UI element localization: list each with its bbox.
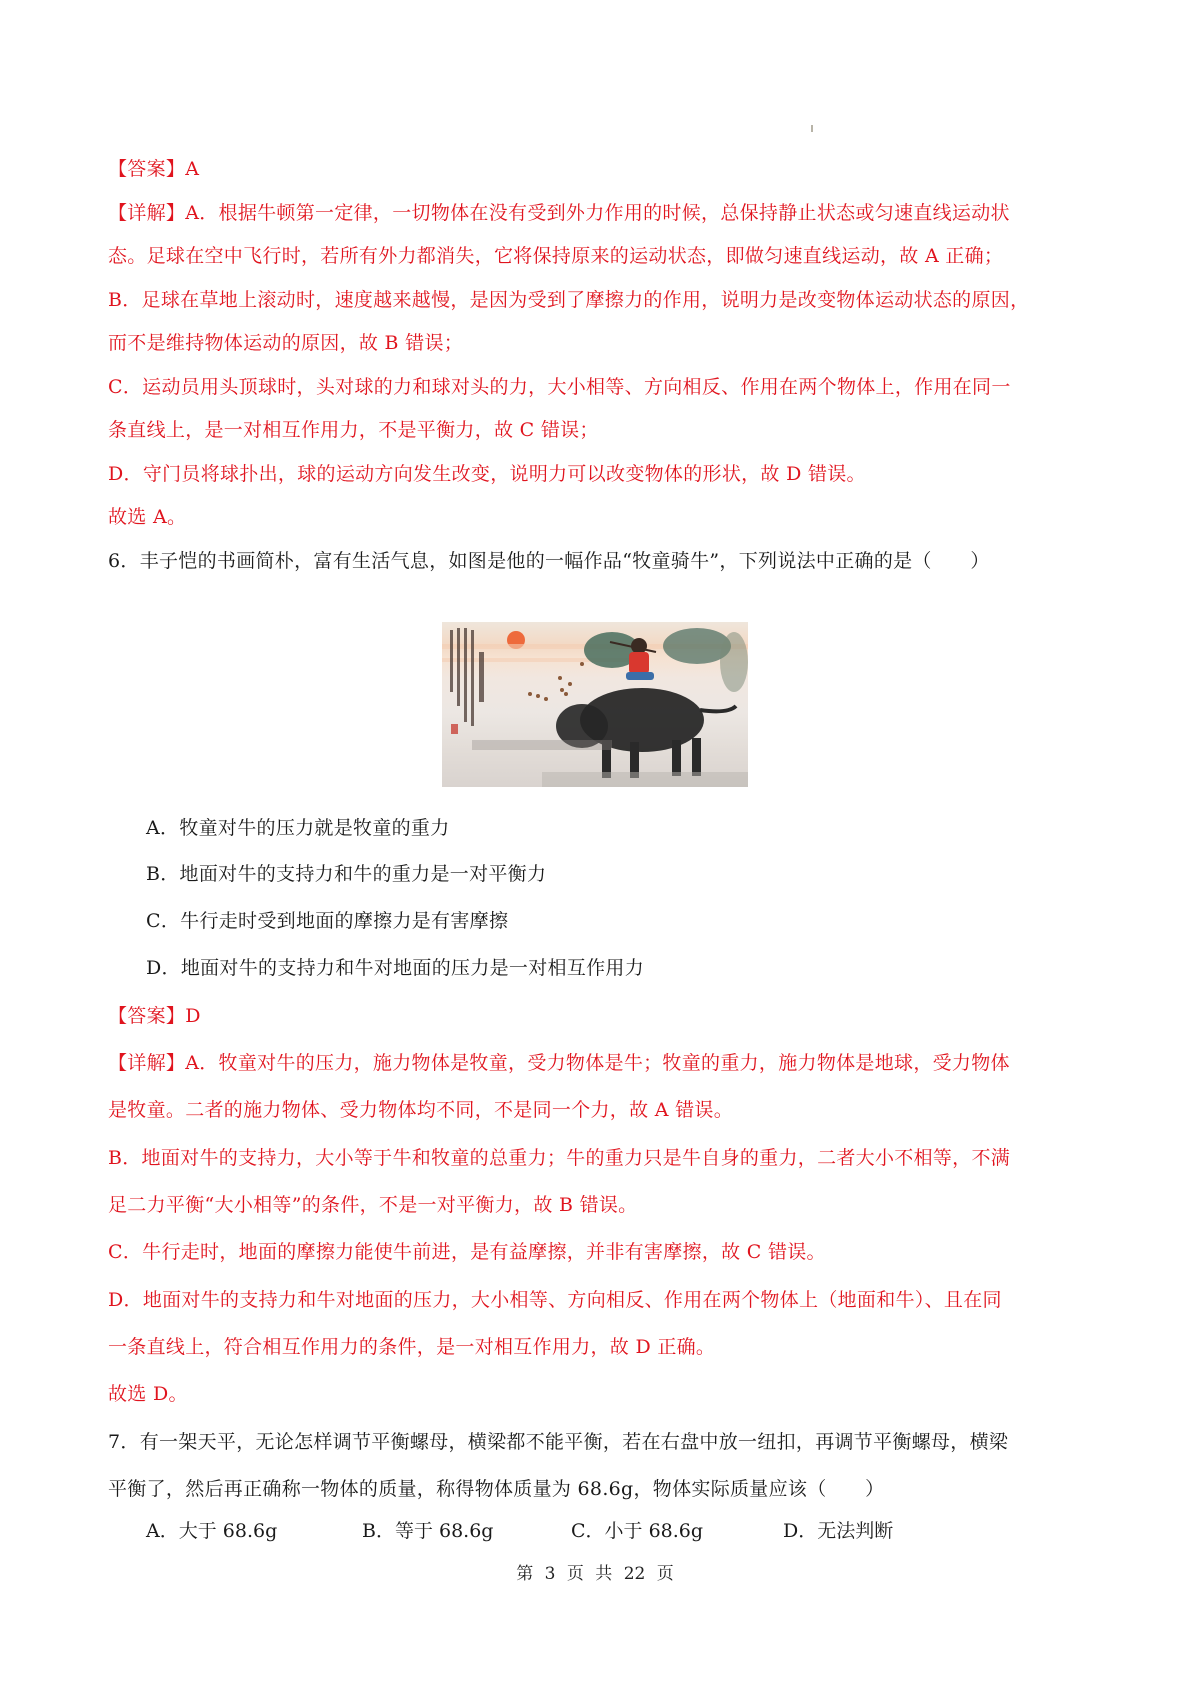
q5-answer: 【答案】A	[108, 158, 200, 180]
q6-answer: 【答案】D	[108, 1005, 201, 1027]
q6-final-choice: 故选 D。	[108, 1383, 188, 1405]
q6-solution-line: 【详解】A．牧童对牛的压力，施力物体是牧童，受力物体是牛；牧童的重力，施力物体是地球，受力物体	[108, 1052, 1010, 1074]
question-image-painting	[442, 622, 748, 787]
q5-solution-line: C．运动员用头顶球时，头对球的力和球对头的力，大小相等、方向相反、作用在两个物体上，作用在同一	[108, 376, 1011, 398]
q6-solution-line: C．牛行走时，地面的摩擦力能使牛前进，是有益摩擦，并非有害摩擦，故 C 错误。	[108, 1241, 826, 1263]
q6-option-d: D．地面对牛的支持力和牛对地面的压力是一对相互作用力	[146, 957, 645, 979]
q7-stem-line: 平衡了，然后再正确称一物体的质量，称得物体质量为 68.6g，物体实际质量应该（ ）	[108, 1478, 885, 1500]
herdboy-ox-painting-icon	[442, 622, 748, 787]
q6-stem: 6．丰子恺的书画简朴，富有生活气息，如图是他的一幅作品“牧童骑牛”，下列说法中正确的是（ ）	[108, 550, 990, 572]
page-footer: 第 3 页 共 22 页	[516, 1564, 674, 1584]
q6-solution-line: 是牧童。二者的施力物体、受力物体均不同，不是同一个力，故 A 错误。	[108, 1099, 734, 1121]
q5-solution-line: 【详解】A．根据牛顿第一定律，一切物体在没有受到外力作用的时候，总保持静止状态或匀速直线运动状	[108, 202, 1010, 224]
q6-solution-line: B．地面对牛的支持力，大小等于牛和牧童的总重力；牛的重力只是牛自身的重力，二者大小不相等，不满	[108, 1147, 1011, 1169]
q6-option-b: B．地面对牛的支持力和牛的重力是一对平衡力	[146, 863, 547, 885]
q5-solution-line: B．足球在草地上滚动时，速度越来越慢，是因为受到了摩擦力的作用，说明力是改变物体运动状态的原因，	[108, 289, 1030, 311]
q6-solution-line: 足二力平衡“大小相等”的条件，不是一对平衡力，故 B 错误。	[108, 1194, 638, 1216]
q7-option-c: C．小于 68.6g	[571, 1520, 704, 1542]
q7-option-d: D．无法判断	[783, 1520, 894, 1542]
q6-solution-line: D．地面对牛的支持力和牛对地面的压力，大小相等、方向相反、作用在两个物体上（地面和牛）、且在同	[108, 1289, 1002, 1311]
q5-final-choice: 故选 A。	[108, 506, 187, 528]
q5-solution-line: 而不是维持物体运动的原因，故 B 错误；	[108, 332, 464, 354]
q7-option-b: B．等于 68.6g	[362, 1520, 494, 1542]
q5-solution-line: 态。足球在空中飞行时，若所有外力都消失，它将保持原来的运动状态，即做匀速直线运动，故 A 正确；	[108, 245, 1004, 267]
q5-solution-line: 条直线上，是一对相互作用力，不是平衡力，故 C 错误；	[108, 419, 599, 441]
q7-option-a: A．大于 68.6g	[146, 1520, 278, 1542]
q5-solution-line: D．守门员将球扑出，球的运动方向发生改变，说明力可以改变物体的形状，故 D 错误。	[108, 463, 866, 485]
q6-option-c: C．牛行走时受到地面的摩擦力是有害摩擦	[146, 910, 509, 932]
q6-solution-line: 一条直线上，符合相互作用力的条件，是一对相互作用力，故 D 正确。	[108, 1336, 716, 1358]
page-marker	[811, 125, 813, 132]
q6-option-a: A．牧童对牛的压力就是牧童的重力	[146, 817, 450, 839]
q7-stem-line: 7．有一架天平，无论怎样调节平衡螺母，横梁都不能平衡，若在右盘中放一纽扣，再调节平衡螺母，横梁	[108, 1431, 1009, 1453]
